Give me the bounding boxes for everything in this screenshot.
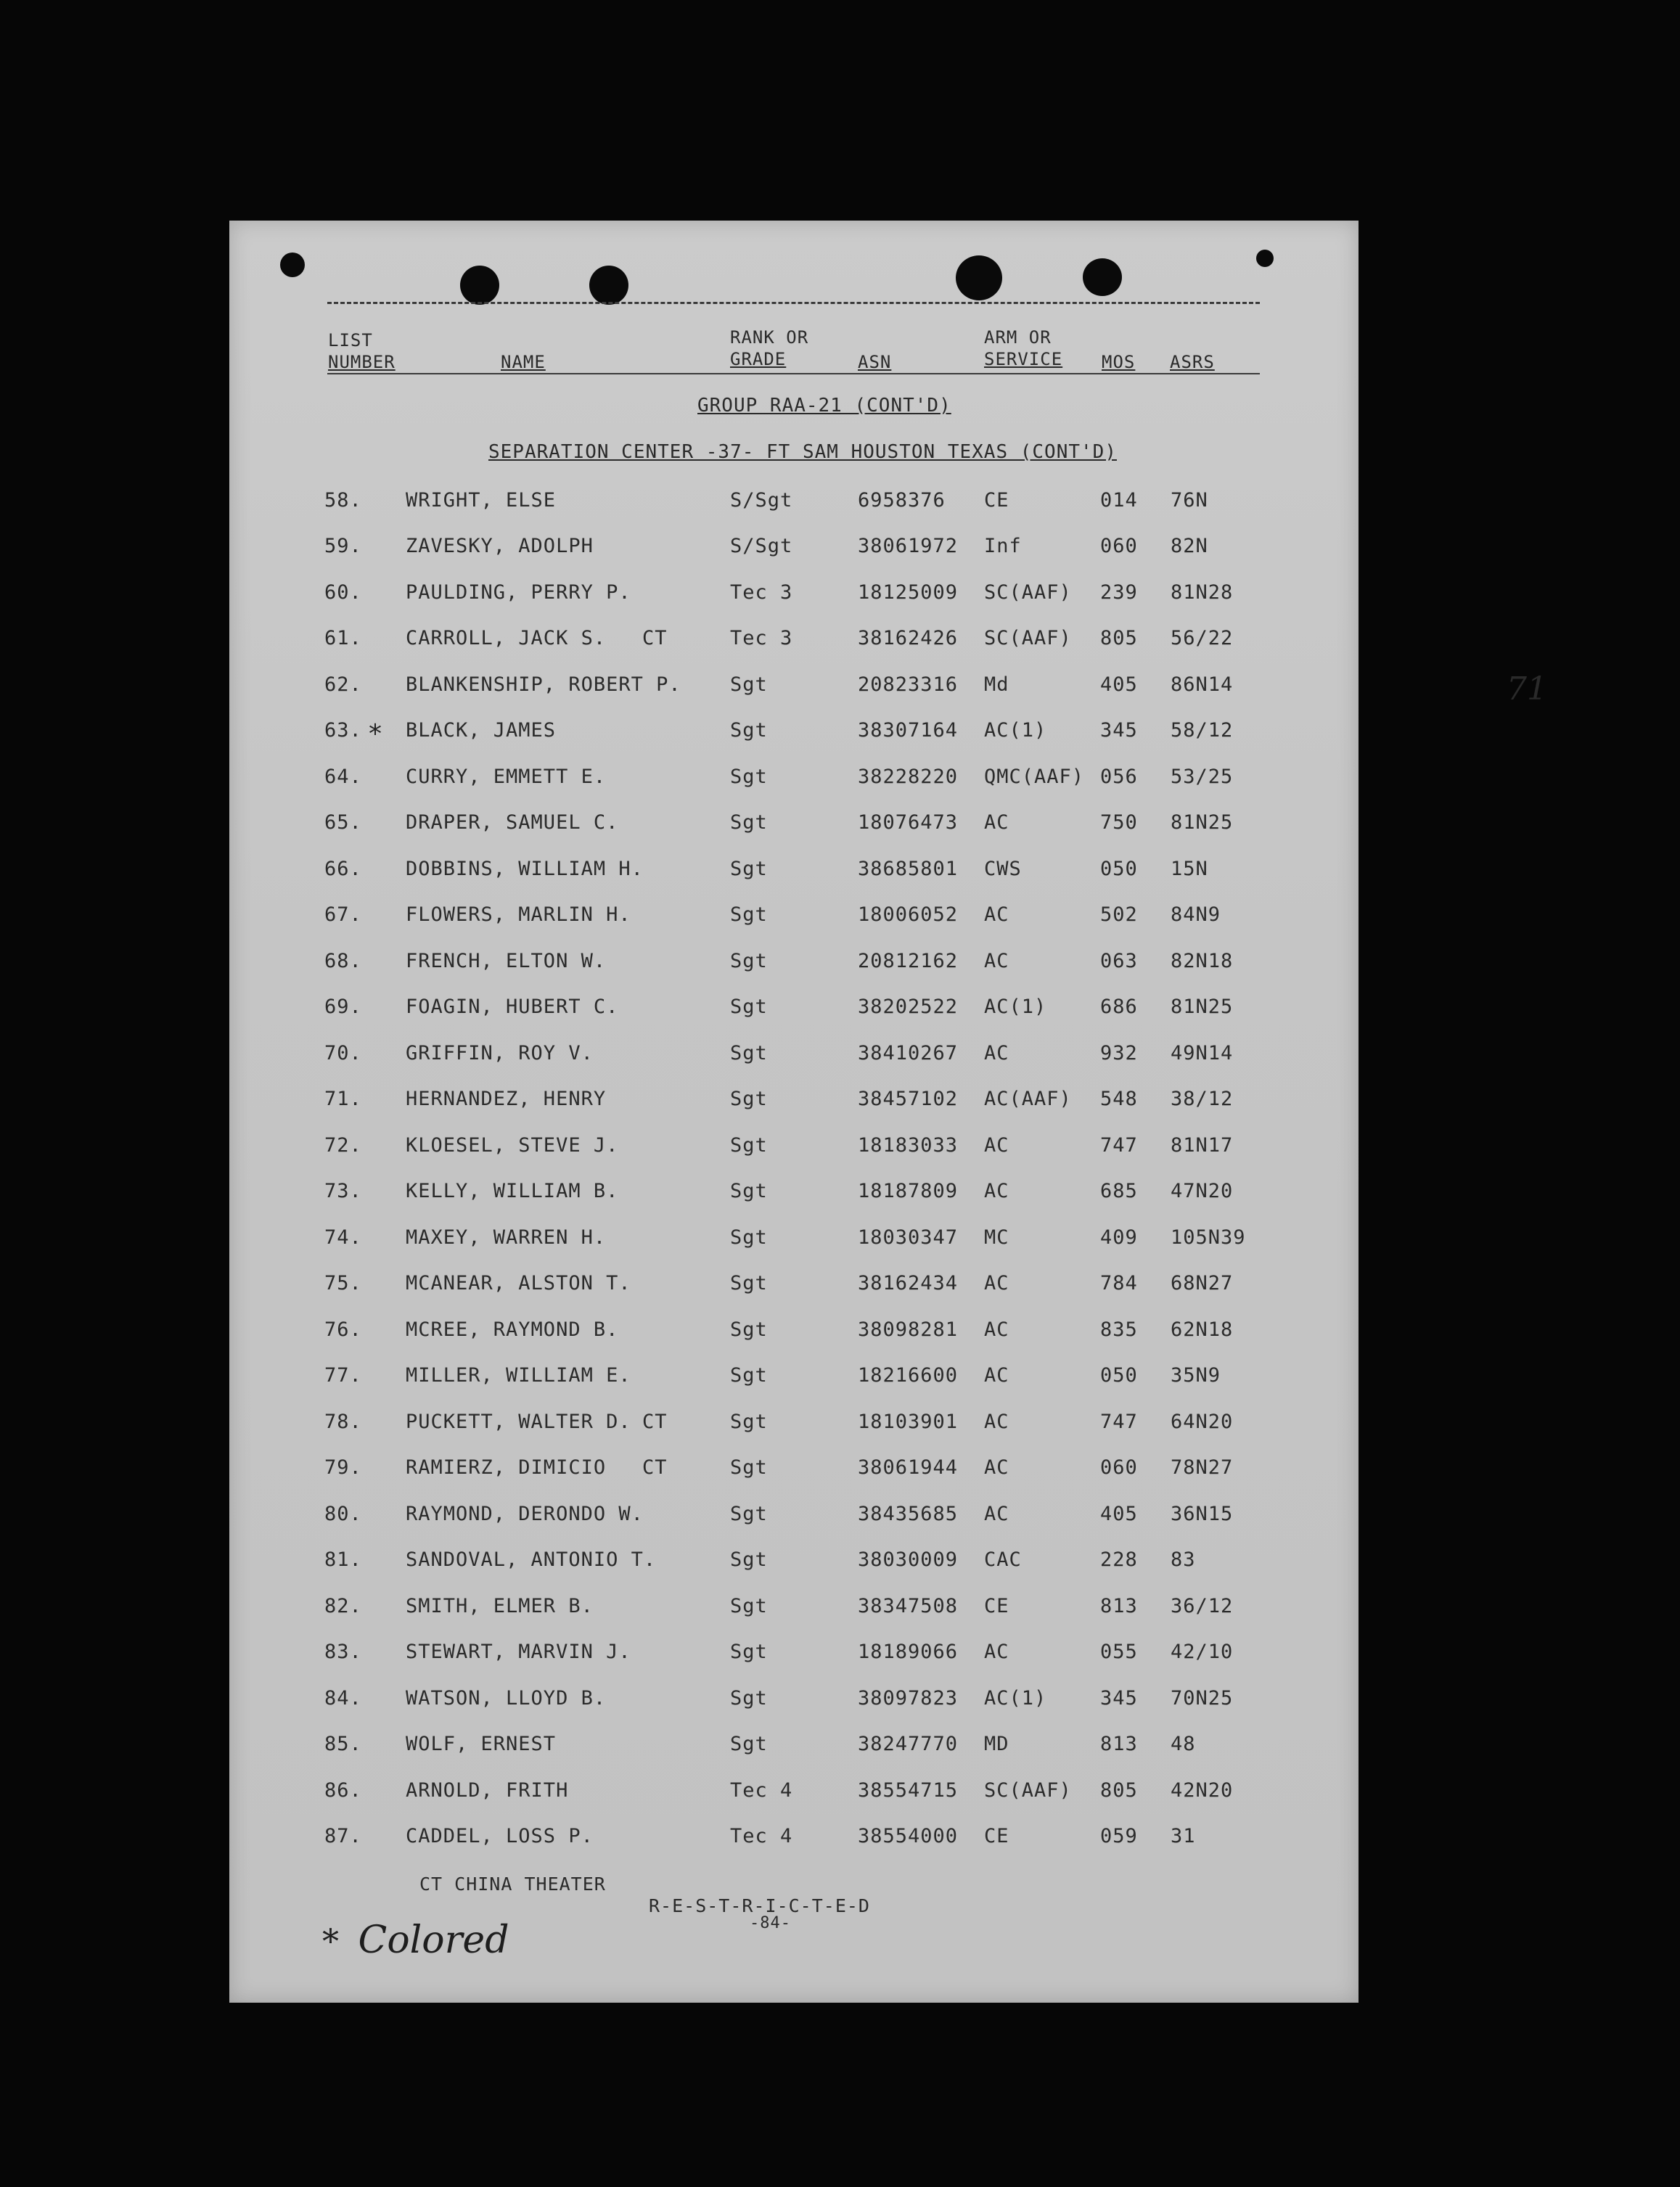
mos: 060 <box>1100 1456 1138 1479</box>
soldier-name: FRENCH, ELTON W. <box>406 950 607 972</box>
soldier-name: MCREE, RAYMOND B. <box>406 1318 619 1341</box>
rank: Sgt <box>730 1272 768 1294</box>
asn: 6958376 <box>858 489 946 512</box>
asrs: 105N39 <box>1171 1226 1246 1249</box>
asn: 20812162 <box>858 950 959 972</box>
asrs: 15N <box>1171 858 1208 880</box>
punch-hole <box>1256 250 1274 267</box>
rank: Tec 3 <box>730 627 793 649</box>
table-row <box>229 1363 1359 1406</box>
list-number: 82. <box>324 1595 362 1617</box>
rank: S/Sgt <box>730 535 793 557</box>
table-row <box>229 488 1359 531</box>
arm-service: Inf <box>984 535 1022 557</box>
mos: 784 <box>1100 1272 1138 1294</box>
asn: 38061972 <box>858 535 959 557</box>
asrs: 62N18 <box>1171 1318 1234 1341</box>
header-mos: MOS <box>1102 352 1136 372</box>
center-title: SEPARATION CENTER -37- FT SAM HOUSTON TEXAS (CONT'D) <box>488 441 1117 463</box>
asrs: 78N27 <box>1171 1456 1234 1479</box>
asrs: 53/25 <box>1171 766 1234 788</box>
table-row <box>229 856 1359 900</box>
mos: 747 <box>1100 1411 1138 1433</box>
list-number: 74. <box>324 1226 362 1249</box>
asrs: 84N9 <box>1171 903 1221 926</box>
page-number: -84- <box>750 1914 791 1932</box>
rank: Sgt <box>730 1687 768 1710</box>
list-number: 69. <box>324 996 362 1018</box>
mos: 050 <box>1100 858 1138 880</box>
mos: 686 <box>1100 996 1138 1018</box>
asn: 38228220 <box>858 766 959 788</box>
header-rank: RANK OR GRADE <box>730 327 809 369</box>
mos: 055 <box>1100 1641 1138 1663</box>
list-number: 72. <box>324 1134 362 1157</box>
asn: 38554715 <box>858 1779 959 1802</box>
table-row <box>229 1686 1359 1729</box>
asrs: 38/12 <box>1171 1088 1234 1110</box>
rank: Sgt <box>730 903 768 926</box>
list-number: 65. <box>324 811 362 834</box>
soldier-name: RAYMOND, DERONDO W. <box>406 1503 644 1525</box>
list-number: 70. <box>324 1042 362 1064</box>
mos: 405 <box>1100 673 1138 696</box>
arm-service: AC(1) <box>984 719 1047 742</box>
rank: Sgt <box>730 1641 768 1663</box>
list-number: 81. <box>324 1548 362 1571</box>
asn: 38457102 <box>858 1088 959 1110</box>
rank: Sgt <box>730 1088 768 1110</box>
soldier-name: HERNANDEZ, HENRY <box>406 1088 607 1110</box>
mos: 548 <box>1100 1088 1138 1110</box>
list-number: 58. <box>324 489 362 512</box>
arm-service: SC(AAF) <box>984 627 1072 649</box>
soldier-name: WRIGHT, ELSE <box>406 489 557 512</box>
arm-service: AC(AAF) <box>984 1088 1072 1110</box>
asrs: 76N <box>1171 489 1208 512</box>
soldier-name: FLOWERS, MARLIN H. <box>406 903 631 926</box>
asrs: 36N15 <box>1171 1503 1234 1525</box>
header-asn: ASN <box>858 352 892 372</box>
arm-service: AC <box>984 950 1009 972</box>
arm-service: AC <box>984 1503 1009 1525</box>
header-asrs: ASRS <box>1170 352 1215 372</box>
rank: Sgt <box>730 811 768 834</box>
punch-hole <box>589 266 628 305</box>
top-rule <box>327 302 1260 304</box>
table-row <box>229 1778 1359 1821</box>
mos: 050 <box>1100 1364 1138 1387</box>
group-title: GROUP RAA-21 (CONT'D) <box>697 395 951 417</box>
mos: 502 <box>1100 903 1138 926</box>
rank: Sgt <box>730 1595 768 1617</box>
handwritten-note <box>322 1919 509 1962</box>
list-number: 64. <box>324 766 362 788</box>
rank: Sgt <box>730 858 768 880</box>
rank: Sgt <box>730 1226 768 1249</box>
table-row <box>229 533 1359 577</box>
arm-service: AC <box>984 1042 1009 1064</box>
asn: 38554000 <box>858 1825 959 1847</box>
soldier-name: GRIFFIN, ROY V. <box>406 1042 594 1064</box>
mos: 060 <box>1100 535 1138 557</box>
table-row <box>229 1409 1359 1453</box>
header-name: NAME <box>501 352 546 372</box>
arm-service: SC(AAF) <box>984 581 1072 604</box>
table-row <box>229 948 1359 992</box>
table-row <box>229 764 1359 808</box>
list-number: 85. <box>324 1733 362 1755</box>
soldier-name: DOBBINS, WILLIAM H. <box>406 858 644 880</box>
soldier-name: KELLY, WILLIAM B. <box>406 1180 619 1202</box>
table-row <box>229 1593 1359 1637</box>
soldier-name: ZAVESKY, ADOLPH <box>406 535 594 557</box>
arm-service: QMC(AAF) <box>984 766 1085 788</box>
asn: 38347508 <box>858 1595 959 1617</box>
list-number: 83. <box>324 1641 362 1663</box>
list-number: 71. <box>324 1088 362 1110</box>
soldier-name: CADDEL, LOSS P. <box>406 1825 594 1847</box>
rank: Tec 3 <box>730 581 793 604</box>
rank: Sgt <box>730 1180 768 1202</box>
list-number: 60. <box>324 581 362 604</box>
asrs: 81N25 <box>1171 996 1234 1018</box>
soldier-name: ARNOLD, FRITH <box>406 1779 569 1802</box>
mos: 056 <box>1100 766 1138 788</box>
asrs: 64N20 <box>1171 1411 1234 1433</box>
table-row <box>229 718 1359 761</box>
arm-service: CE <box>984 1825 1009 1847</box>
soldier-name: WOLF, ERNEST <box>406 1733 557 1755</box>
arm-service: AC <box>984 1364 1009 1387</box>
asrs: 56/22 <box>1171 627 1234 649</box>
china-theater-flag: CT <box>642 627 668 649</box>
soldier-name: MAXEY, WARREN H. <box>406 1226 607 1249</box>
list-number: 75. <box>324 1272 362 1294</box>
asrs: 82N18 <box>1171 950 1234 972</box>
list-number: 62. <box>324 673 362 696</box>
classification-stamp: R-E-S-T-R-I-C-T-E-D <box>649 1895 870 1916</box>
list-number: 87. <box>324 1825 362 1847</box>
asrs: 42/10 <box>1171 1641 1234 1663</box>
rank: S/Sgt <box>730 489 793 512</box>
mos: 014 <box>1100 489 1138 512</box>
arm-service: AC <box>984 1411 1009 1433</box>
asrs: 81N17 <box>1171 1134 1234 1157</box>
mos: 063 <box>1100 950 1138 972</box>
asrs: 47N20 <box>1171 1180 1234 1202</box>
asn: 18103901 <box>858 1411 959 1433</box>
table-row <box>229 672 1359 715</box>
table-row <box>229 1041 1359 1084</box>
arm-service: AC(1) <box>984 996 1047 1018</box>
asn: 38307164 <box>858 719 959 742</box>
asn: 18189066 <box>858 1641 959 1663</box>
arm-service: CE <box>984 1595 1009 1617</box>
table-row <box>229 1547 1359 1591</box>
arm-service: AC <box>984 1456 1009 1479</box>
table-row <box>229 1317 1359 1361</box>
rank: Sgt <box>730 1456 768 1479</box>
list-number: 84. <box>324 1687 362 1710</box>
soldier-name: KLOESEL, STEVE J. <box>406 1134 619 1157</box>
arm-service: CE <box>984 489 1009 512</box>
punch-hole <box>460 266 499 305</box>
asn: 18216600 <box>858 1364 959 1387</box>
rank: Sgt <box>730 1733 768 1755</box>
soldier-name: FOAGIN, HUBERT C. <box>406 996 619 1018</box>
table-row <box>229 994 1359 1038</box>
arm-service: MC <box>984 1226 1009 1249</box>
mos: 345 <box>1100 719 1138 742</box>
rank: Sgt <box>730 950 768 972</box>
soldier-name: RAMIERZ, DIMICIO <box>406 1456 607 1479</box>
asn: 38030009 <box>858 1548 959 1571</box>
footnote-legend: CT CHINA THEATER <box>419 1874 606 1895</box>
mos: 409 <box>1100 1226 1138 1249</box>
asn: 18187809 <box>858 1180 959 1202</box>
punch-hole <box>1083 258 1122 296</box>
list-number: 76. <box>324 1318 362 1341</box>
asrs: 36/12 <box>1171 1595 1234 1617</box>
list-number: 73. <box>324 1180 362 1202</box>
list-number: 67. <box>324 903 362 926</box>
list-number: 61. <box>324 627 362 649</box>
arm-service: AC <box>984 1180 1009 1202</box>
mos: 813 <box>1100 1733 1138 1755</box>
asn: 18006052 <box>858 903 959 926</box>
soldier-name: DRAPER, SAMUEL C. <box>406 811 619 834</box>
asn: 38162434 <box>858 1272 959 1294</box>
mos: 835 <box>1100 1318 1138 1341</box>
china-theater-flag: CT <box>642 1456 668 1479</box>
list-number: 66. <box>324 858 362 880</box>
arm-service: AC <box>984 811 1009 834</box>
list-number: 80. <box>324 1503 362 1525</box>
header-arm: ARM OR SERVICE <box>984 327 1063 369</box>
mos: 805 <box>1100 1779 1138 1802</box>
rank: Tec 4 <box>730 1779 793 1802</box>
rank: Sgt <box>730 1548 768 1571</box>
asrs: 68N27 <box>1171 1272 1234 1294</box>
asn: 20823316 <box>858 673 959 696</box>
rank: Sgt <box>730 673 768 696</box>
mos: 345 <box>1100 1687 1138 1710</box>
soldier-name: PUCKETT, WALTER D. <box>406 1411 631 1433</box>
handwritten-note-text: Colored <box>358 1919 509 1962</box>
soldier-name: CURRY, EMMETT E. <box>406 766 607 788</box>
asn: 38685801 <box>858 858 959 880</box>
arm-service: Md <box>984 673 1009 696</box>
china-theater-flag: CT <box>642 1411 668 1433</box>
asterisk-mark: * <box>369 719 382 749</box>
asn: 38410267 <box>858 1042 959 1064</box>
soldier-name: SMITH, ELMER B. <box>406 1595 594 1617</box>
list-number: 68. <box>324 950 362 972</box>
table-row <box>229 1086 1359 1130</box>
table-row <box>229 1731 1359 1775</box>
soldier-name: PAULDING, PERRY P. <box>406 581 631 604</box>
soldier-name: BLANKENSHIP, ROBERT P. <box>406 673 681 696</box>
asterisk-mark: * <box>322 1921 339 1961</box>
asrs: 70N25 <box>1171 1687 1234 1710</box>
mos: 239 <box>1100 581 1138 604</box>
asrs: 35N9 <box>1171 1364 1221 1387</box>
mos: 228 <box>1100 1548 1138 1571</box>
arm-service: AC(1) <box>984 1687 1047 1710</box>
asrs: 31 <box>1171 1825 1196 1847</box>
rank: Sgt <box>730 996 768 1018</box>
list-number: 78. <box>324 1411 362 1433</box>
mos: 805 <box>1100 627 1138 649</box>
table-row <box>229 1133 1359 1176</box>
document-page <box>229 221 1547 2003</box>
soldier-name: STEWART, MARVIN J. <box>406 1641 631 1663</box>
rank: Tec 4 <box>730 1825 793 1847</box>
table-row <box>229 1225 1359 1268</box>
rank: Sgt <box>730 1042 768 1064</box>
list-number: 63. <box>324 719 362 742</box>
mos: 747 <box>1100 1134 1138 1157</box>
asn: 38202522 <box>858 996 959 1018</box>
arm-service: CWS <box>984 858 1022 880</box>
asn: 38162426 <box>858 627 959 649</box>
table-row <box>229 902 1359 945</box>
rank: Sgt <box>730 1411 768 1433</box>
asrs: 48 <box>1171 1733 1196 1755</box>
asn: 38061944 <box>858 1456 959 1479</box>
soldier-name: MILLER, WILLIAM E. <box>406 1364 631 1387</box>
rank: Sgt <box>730 1503 768 1525</box>
punch-hole <box>956 255 1002 300</box>
arm-service: CAC <box>984 1548 1022 1571</box>
header-list-number: LIST NUMBER <box>328 330 396 372</box>
table-row <box>229 1178 1359 1222</box>
mos: 932 <box>1100 1042 1138 1064</box>
asn: 38097823 <box>858 1687 959 1710</box>
table-row <box>229 580 1359 623</box>
arm-service: AC <box>984 1134 1009 1157</box>
mos: 405 <box>1100 1503 1138 1525</box>
asrs: 81N28 <box>1171 581 1234 604</box>
arm-service: AC <box>984 1641 1009 1663</box>
soldier-name: MCANEAR, ALSTON T. <box>406 1272 631 1294</box>
mos: 813 <box>1100 1595 1138 1617</box>
table-row <box>229 1501 1359 1545</box>
table-row <box>229 1639 1359 1683</box>
asrs: 86N14 <box>1171 673 1234 696</box>
arm-service: SC(AAF) <box>984 1779 1072 1802</box>
list-number: 86. <box>324 1779 362 1802</box>
table-row <box>229 1271 1359 1314</box>
asrs: 58/12 <box>1171 719 1234 742</box>
asn: 38247770 <box>858 1733 959 1755</box>
mos: 750 <box>1100 811 1138 834</box>
arm-service: AC <box>984 903 1009 926</box>
rank: Sgt <box>730 1134 768 1157</box>
soldier-name: BLACK, JAMES <box>406 719 557 742</box>
header-rule <box>327 373 1260 374</box>
list-number: 77. <box>324 1364 362 1387</box>
soldier-name: CARROLL, JACK S. <box>406 627 607 649</box>
asrs: 81N25 <box>1171 811 1234 834</box>
asn: 38098281 <box>858 1318 959 1341</box>
asrs: 83 <box>1171 1548 1196 1571</box>
asn: 38435685 <box>858 1503 959 1525</box>
list-number: 59. <box>324 535 362 557</box>
table-row <box>229 625 1359 669</box>
arm-service: AC <box>984 1318 1009 1341</box>
soldier-name: WATSON, LLOYD B. <box>406 1687 607 1710</box>
margin-page-note: 71 <box>1507 670 1547 707</box>
table-row <box>229 1823 1359 1867</box>
asn: 18183033 <box>858 1134 959 1157</box>
punch-hole <box>280 253 305 277</box>
arm-service: AC <box>984 1272 1009 1294</box>
asrs: 49N14 <box>1171 1042 1234 1064</box>
table-row <box>229 1455 1359 1498</box>
mos: 059 <box>1100 1825 1138 1847</box>
soldier-name: SANDOVAL, ANTONIO T. <box>406 1548 657 1571</box>
rank: Sgt <box>730 766 768 788</box>
rank: Sgt <box>730 719 768 742</box>
asrs: 82N <box>1171 535 1208 557</box>
table-row <box>229 810 1359 853</box>
arm-service: MD <box>984 1733 1009 1755</box>
asrs: 42N20 <box>1171 1779 1234 1802</box>
rank: Sgt <box>730 1364 768 1387</box>
mos: 685 <box>1100 1180 1138 1202</box>
asn: 18125009 <box>858 581 959 604</box>
asn: 18076473 <box>858 811 959 834</box>
asn: 18030347 <box>858 1226 959 1249</box>
list-number: 79. <box>324 1456 362 1479</box>
rank: Sgt <box>730 1318 768 1341</box>
